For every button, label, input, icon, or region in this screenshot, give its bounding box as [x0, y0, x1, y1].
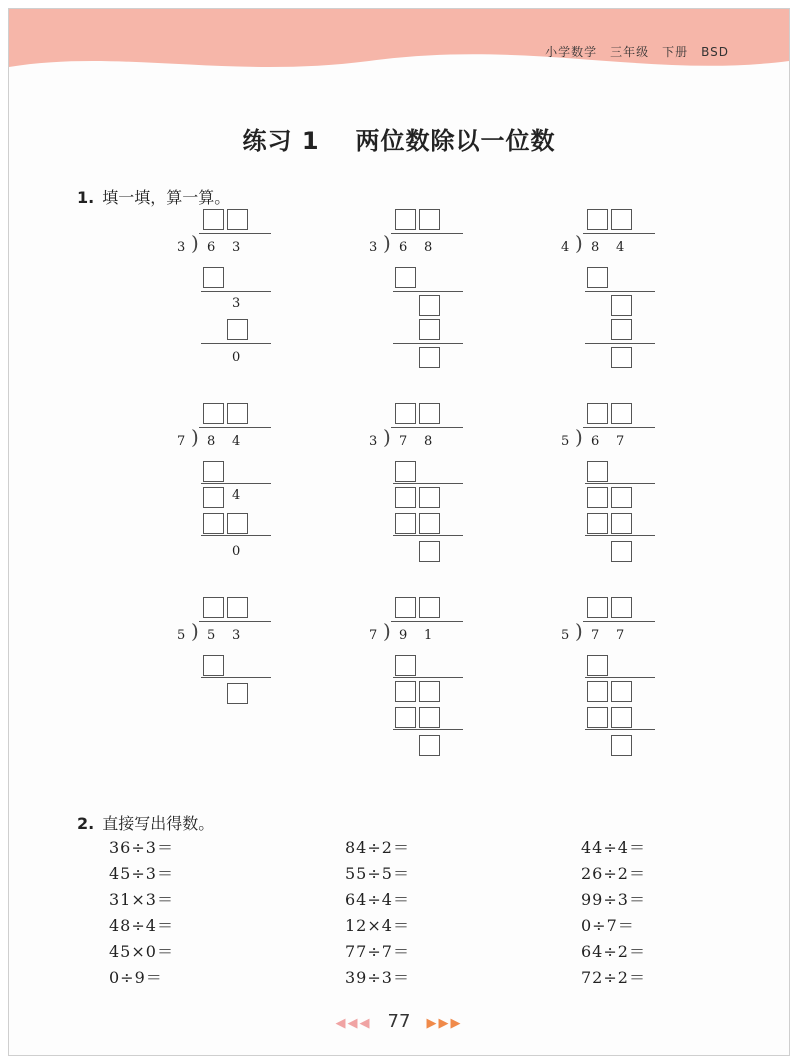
math-expression: 0÷7＝ — [581, 916, 635, 935]
given-digit: 0 — [232, 544, 241, 559]
answer-box[interactable] — [611, 541, 632, 562]
dividend-tens: 6 — [207, 240, 216, 255]
quotient-ones-box[interactable] — [227, 209, 248, 230]
dividend-tens: 8 — [591, 240, 600, 255]
math-expression: 31×3＝ — [109, 890, 174, 909]
division-bar — [199, 621, 271, 622]
answer-box[interactable] — [419, 347, 440, 368]
division-bracket: ) — [383, 231, 391, 255]
dividend-ones: 8 — [424, 434, 433, 449]
answer-box[interactable] — [227, 683, 248, 704]
answer-box[interactable] — [587, 267, 608, 288]
answer-box[interactable] — [419, 707, 440, 728]
working-rule — [393, 677, 463, 678]
quotient-tens-box[interactable] — [395, 209, 416, 230]
division-bar — [391, 233, 463, 234]
quotient-ones-box[interactable] — [227, 597, 248, 618]
working-rule — [585, 291, 655, 292]
answer-box[interactable] — [611, 319, 632, 340]
division-bracket: ) — [383, 619, 391, 643]
quotient-ones-box[interactable] — [419, 403, 440, 424]
answer-box[interactable] — [395, 487, 416, 508]
dividend-ones: 3 — [232, 240, 241, 255]
answer-box[interactable] — [203, 461, 224, 482]
division-problem — [177, 205, 317, 390]
working-rule — [585, 483, 655, 484]
answer-box[interactable] — [587, 487, 608, 508]
answer-box[interactable] — [419, 319, 440, 340]
answer-box[interactable] — [203, 655, 224, 676]
division-problem — [177, 593, 317, 778]
quotient-ones-box[interactable] — [611, 403, 632, 424]
dividend-tens: 5 — [207, 628, 216, 643]
working-rule — [585, 343, 655, 344]
division-bar — [391, 621, 463, 622]
answer-box[interactable] — [611, 347, 632, 368]
division-bracket: ) — [575, 231, 583, 255]
answer-box[interactable] — [419, 735, 440, 756]
math-expression: 64÷4＝ — [345, 890, 410, 909]
divisor: 7 — [369, 628, 378, 643]
division-bar — [583, 427, 655, 428]
dividend-ones: 4 — [616, 240, 625, 255]
math-expression: 12×4＝ — [345, 916, 410, 935]
division-bracket: ) — [191, 619, 199, 643]
divisor: 3 — [177, 240, 186, 255]
division-bracket: ) — [575, 425, 583, 449]
answer-box[interactable] — [611, 295, 632, 316]
answer-box[interactable] — [587, 513, 608, 534]
answer-box[interactable] — [395, 267, 416, 288]
dividend-tens: 9 — [399, 628, 408, 643]
quotient-tens-box[interactable] — [203, 403, 224, 424]
quotient-tens-box[interactable] — [587, 209, 608, 230]
dividend-ones: 1 — [424, 628, 433, 643]
quotient-tens-box[interactable] — [395, 403, 416, 424]
math-expression: 36÷3＝ — [109, 838, 174, 857]
working-rule — [201, 535, 271, 536]
answer-box[interactable] — [611, 707, 632, 728]
division-problem — [369, 205, 509, 390]
divisor: 5 — [561, 628, 570, 643]
division-bar — [199, 233, 271, 234]
division-problem — [369, 593, 509, 778]
division-problem — [561, 593, 701, 778]
division-problem — [177, 399, 317, 584]
dividend-ones: 8 — [424, 240, 433, 255]
title-topic: 两位数除以一位数 — [355, 127, 556, 155]
answer-box[interactable] — [587, 681, 608, 702]
division-bracket: ) — [191, 425, 199, 449]
working-rule — [393, 729, 463, 730]
math-expression: 0÷9＝ — [109, 968, 163, 987]
book-header: 小学数学 三年级 下册 BSD — [545, 45, 729, 59]
given-digit: 4 — [232, 488, 241, 503]
answer-box[interactable] — [611, 487, 632, 508]
answer-box[interactable] — [419, 487, 440, 508]
divisor: 4 — [561, 240, 570, 255]
math-expression: 99÷3＝ — [581, 890, 646, 909]
title-exercise: 练习 1 — [242, 127, 320, 155]
working-rule — [201, 483, 271, 484]
dividend-tens: 7 — [399, 434, 408, 449]
dividend-ones: 7 — [616, 628, 625, 643]
math-expression: 77÷7＝ — [345, 942, 410, 961]
answer-box[interactable] — [611, 513, 632, 534]
quotient-tens-box[interactable] — [587, 403, 608, 424]
question-2-heading — [77, 811, 214, 834]
math-expression: 64÷2＝ — [581, 942, 646, 961]
math-expression: 39÷3＝ — [345, 968, 410, 987]
divisor: 5 — [177, 628, 186, 643]
division-bar — [583, 233, 655, 234]
divisor: 3 — [369, 434, 378, 449]
workbook-page — [8, 8, 790, 1056]
next-arrows-icon: ▶▶▶ — [426, 1016, 463, 1031]
division-bar — [583, 621, 655, 622]
answer-box[interactable] — [419, 513, 440, 534]
working-rule — [393, 483, 463, 484]
quotient-tens-box[interactable] — [587, 597, 608, 618]
answer-box[interactable] — [395, 655, 416, 676]
answer-box[interactable] — [203, 513, 224, 534]
quotient-ones-box[interactable] — [419, 597, 440, 618]
dividend-tens: 6 — [591, 434, 600, 449]
answer-box[interactable] — [395, 513, 416, 534]
page-number: 77 — [387, 1011, 411, 1032]
working-rule — [393, 343, 463, 344]
math-expression: 45×0＝ — [109, 942, 174, 961]
answer-box[interactable] — [611, 735, 632, 756]
division-problem — [561, 399, 701, 584]
math-expression: 44÷4＝ — [581, 838, 646, 857]
quotient-tens-box[interactable] — [395, 597, 416, 618]
answer-box[interactable] — [395, 461, 416, 482]
answer-box[interactable] — [395, 707, 416, 728]
answer-box[interactable] — [203, 487, 224, 508]
answer-box[interactable] — [419, 541, 440, 562]
prev-arrows-icon: ◀◀◀ — [335, 1016, 372, 1031]
divisor: 7 — [177, 434, 186, 449]
quotient-tens-box[interactable] — [203, 597, 224, 618]
dividend-tens: 8 — [207, 434, 216, 449]
working-rule — [393, 291, 463, 292]
divisor: 3 — [369, 240, 378, 255]
working-rule — [201, 677, 271, 678]
working-rule — [585, 677, 655, 678]
division-bracket: ) — [383, 425, 391, 449]
working-rule — [201, 343, 271, 344]
math-expression: 26÷2＝ — [581, 864, 646, 883]
dividend-ones: 3 — [232, 628, 241, 643]
answer-box[interactable] — [587, 655, 608, 676]
quotient-ones-box[interactable] — [611, 209, 632, 230]
quotient-tens-box[interactable] — [203, 209, 224, 230]
working-rule — [201, 291, 271, 292]
answer-box[interactable] — [419, 681, 440, 702]
page-title — [9, 121, 789, 156]
page-footer — [9, 1011, 789, 1032]
answer-box[interactable] — [203, 267, 224, 288]
division-bracket: ) — [191, 231, 199, 255]
dividend-ones: 4 — [232, 434, 241, 449]
answer-box[interactable] — [395, 681, 416, 702]
answer-box[interactable] — [611, 681, 632, 702]
question-1-instruction: 填一填，算一算。 — [102, 188, 231, 207]
math-expression: 84÷2＝ — [345, 838, 410, 857]
math-expression: 55÷5＝ — [345, 864, 410, 883]
divisor: 5 — [561, 434, 570, 449]
given-digit: 3 — [232, 296, 241, 311]
division-bracket: ) — [575, 619, 583, 643]
quotient-ones-box[interactable] — [611, 597, 632, 618]
answer-box[interactable] — [587, 461, 608, 482]
answer-box[interactable] — [419, 295, 440, 316]
math-expression: 45÷3＝ — [109, 864, 174, 883]
quotient-ones-box[interactable] — [419, 209, 440, 230]
math-expression: 48÷4＝ — [109, 916, 174, 935]
quotient-ones-box[interactable] — [227, 403, 248, 424]
division-bar — [391, 427, 463, 428]
division-problem — [369, 399, 509, 584]
answer-box[interactable] — [227, 319, 248, 340]
dividend-tens: 6 — [399, 240, 408, 255]
math-expression: 72÷2＝ — [581, 968, 646, 987]
question-2-number: 2. — [77, 814, 95, 833]
question-1-number: 1. — [77, 188, 95, 207]
dividend-ones: 7 — [616, 434, 625, 449]
division-problem — [561, 205, 701, 390]
dividend-tens: 7 — [591, 628, 600, 643]
answer-box[interactable] — [587, 707, 608, 728]
working-rule — [585, 535, 655, 536]
question-2-instruction: 直接写出得数。 — [102, 814, 215, 833]
working-rule — [585, 729, 655, 730]
working-rule — [393, 535, 463, 536]
division-bar — [199, 427, 271, 428]
answer-box[interactable] — [227, 513, 248, 534]
given-digit: 0 — [232, 350, 241, 365]
